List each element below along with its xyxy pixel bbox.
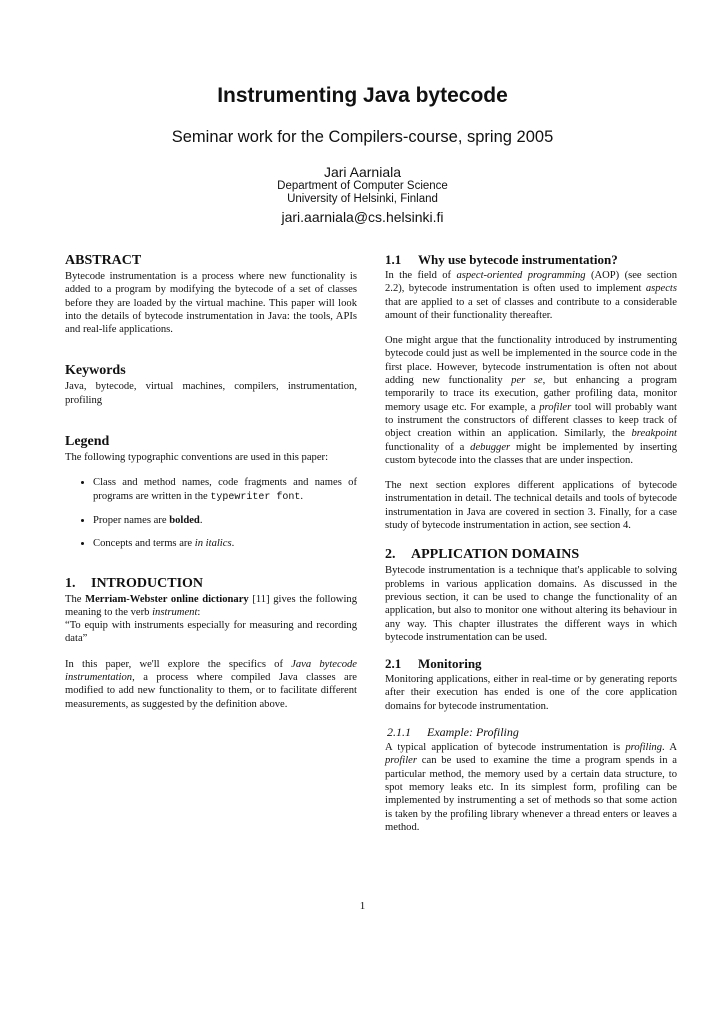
profiling-text: A typical application of bytecode instrumentation is profiling. A profiler can be used to examine the time a program spends in a particular method, the memory used by a certain data structure, to spot memory leaks etc. In its simplest form, profiling can be implemented by instrumenting a set of methods so that some action is taken by the profiling library whenever a thread enters or leaves a method. [385,742,677,833]
introduction-heading: 1. INTRODUCTION [65,575,204,591]
bold-sample: bolded [169,514,200,526]
legend-item-typewriter: • Class and method names, code fragments and names of programs are written in the typewriter font. [93,476,357,504]
paper-subtitle: Seminar work for the Compilers-course, spring 2005 [171,128,554,146]
author-email: jari.aarniala@cs.helsinki.fi [281,209,444,225]
application-domains-heading: 2. APPLICATION DOMAINS [385,547,580,563]
keywords-text: Java, bytecode, virtual machines, compilers, instrumentation, profiling [65,381,357,406]
page-number: 1 [359,900,366,912]
legend-item-italic: • Concepts and terms are in italics. [93,537,357,550]
why-paragraph-3: The next section explores different applications of bytecode instrumentation in detail. The technical details and tools of bytecode instrumentation in Java are covered in section 3. Finally, for a case study of bytecode instrumentation in action, see section 4. [385,480,677,532]
monitoring-text: Monitoring applications, either in real-time or by generating reports after their execution has ended is one of the core application domains for bytecode instrumentation. [385,674,677,712]
right-column [385,252,677,846]
introduction-paragraph-1: The Merriam-Webster online dictionary [11] gives the following meaning to the verb instrument: [65,593,357,618]
application-domains-text: Bytecode instrumentation is a technique that's applicable to solving problems in various application domains. As discussed in the previous section, it can be used to change the functionality of an application, but also to monitor one without altering its behaviour in any way. This chapter illustrates the different ways in which bytecode instrumentation can be used. [385,565,677,643]
introduction-paragraph-2: In this paper, we'll explore the specifics of Java bytecode instrumentation, a process where compiled Java classes are modified to add new functionality to them, or to facilitate different measurements, as suggested by the definition above. [65,658,358,710]
why-paragraph-2: One might argue that the functionality introduced by instrumenting bytecode could just as well be implemented in the source code in the first place. However, bytecode instrumentation is often not about adding new functionality per se, but enhancing a program temporarily to trace its execution, gather profiling data, monitor memory usage etc. For example, a profiler tool will probably want to instrument the constructors of different classes to keep track of object creation within an application. Similarly, the breakpoint functionality of a debugger might be implemented by inserting custom bytecode into the classes that are under inspection. [385,335,678,466]
monitoring-heading: 2.1 Monitoring [385,656,482,672]
legend-intro: The following typographic conventions are used in this paper: [65,452,329,464]
legend-item-bold: • Proper names are bolded. [93,514,357,527]
legend-heading: Legend [65,434,110,450]
paper-title: Instrumenting Java bytecode [217,84,508,107]
abstract-text: Bytecode instrumentation is a process where new functionality is added to a program by modifying the bytecode of a set of classes before they are loaded by the virtual machine. This paper will look into the details of bytecode instrumentation in Java: the tools, APIs and real-life applications. [65,271,357,336]
why-heading: 1.1 Why use bytecode instrumentation? [385,252,618,267]
affiliation-university: University of Helsinki, Finland [287,193,438,205]
affiliation-department: Department of Computer Science [277,180,448,192]
abstract-heading: ABSTRACT [65,253,142,268]
why-paragraph-1: In the field of aspect-oriented programming (AOP) (see section 2.2), bytecode instrumentation is often used to implement aspects that are applied to a set of classes and contribute to a considerable amount of their functionality thereafter. [385,270,677,321]
dictionary-quote: “To equip with instruments especially for measuring and recording data” [65,620,357,645]
left-column [65,252,357,723]
keywords-heading: Keywords [65,363,126,379]
profiling-heading: 2.1.1 Example: Profiling [387,725,519,740]
legend-list [65,476,357,550]
author-name: Jari Aarniala [323,164,402,180]
typewriter-font-sample: typewriter font [210,491,301,503]
italic-sample: in italics [194,538,232,550]
